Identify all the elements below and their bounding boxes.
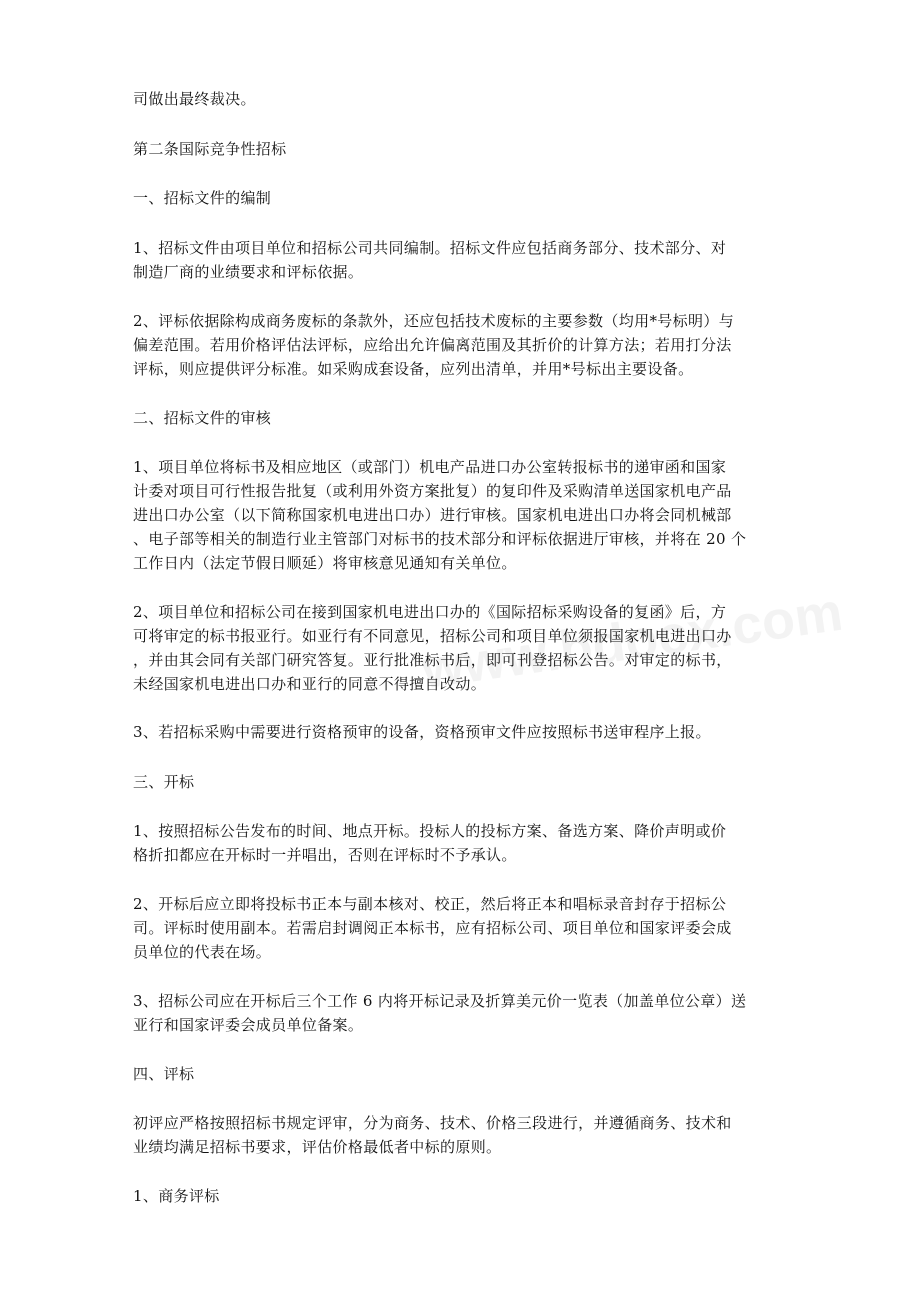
text-line: 2、开标后应立即将投标书正本与副本核对、校正，然后将正本和唱标录音封存于招标公: [133, 895, 727, 913]
text-line: 1、项目单位将标书及相应地区（或部门）机电产品进口办公室转报标书的递审函和国家: [133, 458, 727, 476]
text-line: 2、项目单位和招标公司在接到国家机电进出口办的《国际招标采购设备的复函》后，方: [133, 603, 727, 621]
text-line: 初评应严格按照招标书规定评审，分为商务、技术、价格三段进行，并遵循商务、技术和: [133, 1114, 732, 1132]
text-line: 员单位的代表在场。: [133, 943, 272, 961]
text-line: 3、若招标采购中需要进行资格预审的设备，资格预审文件应按照标书送审程序上报。: [133, 723, 711, 741]
text-line: 偏差范围。若用价格评估法评标，应给出允许偏离范围及其折价的计算方法；若用打分法: [133, 336, 732, 354]
text-line: 、电子部等相关的制造行业主管部门对标书的技术部分和评标依据进厅审核，并将在 20 个: [133, 530, 747, 548]
text-line: 司。评标时使用副本。若需启封调阅正本标书，应有招标公司、项目单位和国家评委会成: [133, 919, 732, 937]
text-line: 业绩均满足招标书要求，评估价格最低者中标的原则。: [133, 1138, 502, 1156]
subsection-heading: 1、商务评标: [133, 1187, 220, 1205]
text-line: 进出口办公室（以下简称国家机电进出口办）进行审核。国家机电进出口办将会同机械部: [133, 506, 732, 524]
text-line: 可将审定的标书报亚行。如亚行有不同意见，招标公司和项目单位须报国家机电进出口办: [133, 627, 732, 645]
text-line: 工作日内（法定节假日顺延）将审核意见通知有关单位。: [133, 554, 517, 572]
text-line: 2、评标依据除构成商务废标的条款外，还应包括技术废标的主要参数（均用*号标明）与: [133, 312, 735, 330]
text-line: 未经国家机电进出口办和亚行的同意不得擅自改动。: [133, 675, 487, 693]
text-line: 制造厂商的业绩要求和评标依据。: [133, 263, 364, 281]
text-line: 评标，则应提供评分标准。如采购成套设备，应列出清单，并用*号标出主要设备。: [133, 360, 694, 378]
text-line: 计委对项目可行性报告批复（或利用外资方案批复）的复印件及采购清单送国家机电产品: [133, 482, 732, 500]
text-line: 1、招标文件由项目单位和招标公司共同编制。招标文件应包括商务部分、技术部分、对: [133, 239, 727, 257]
text-line: 1、按照招标公告发布的时间、地点开标。投标人的投标方案、备选方案、降价声明或价: [133, 822, 727, 840]
section-heading: 第二条国际竞争性招标: [133, 140, 287, 158]
subsection-heading: 三、开标: [133, 773, 195, 791]
text-line: 司做出最终裁决。: [133, 90, 256, 108]
subsection-heading: 二、招标文件的审核: [133, 409, 272, 427]
text-line: ，并由其会同有关部门研究答复。亚行批准标书后，即可刊登招标公告。对审定的标书，: [133, 651, 732, 669]
text-line: 3、招标公司应在开标后三个工作 6 内将开标记录及折算美元价一览表（加盖单位公章）送: [133, 992, 747, 1010]
text-line: 格折扣都应在开标时一并唱出，否则在评标时不予承认。: [133, 846, 517, 864]
text-line: 亚行和国家评委会成员单位备案。: [133, 1016, 364, 1034]
subsection-heading: 一、招标文件的编制: [133, 189, 272, 207]
subsection-heading: 四、评标: [133, 1065, 195, 1083]
